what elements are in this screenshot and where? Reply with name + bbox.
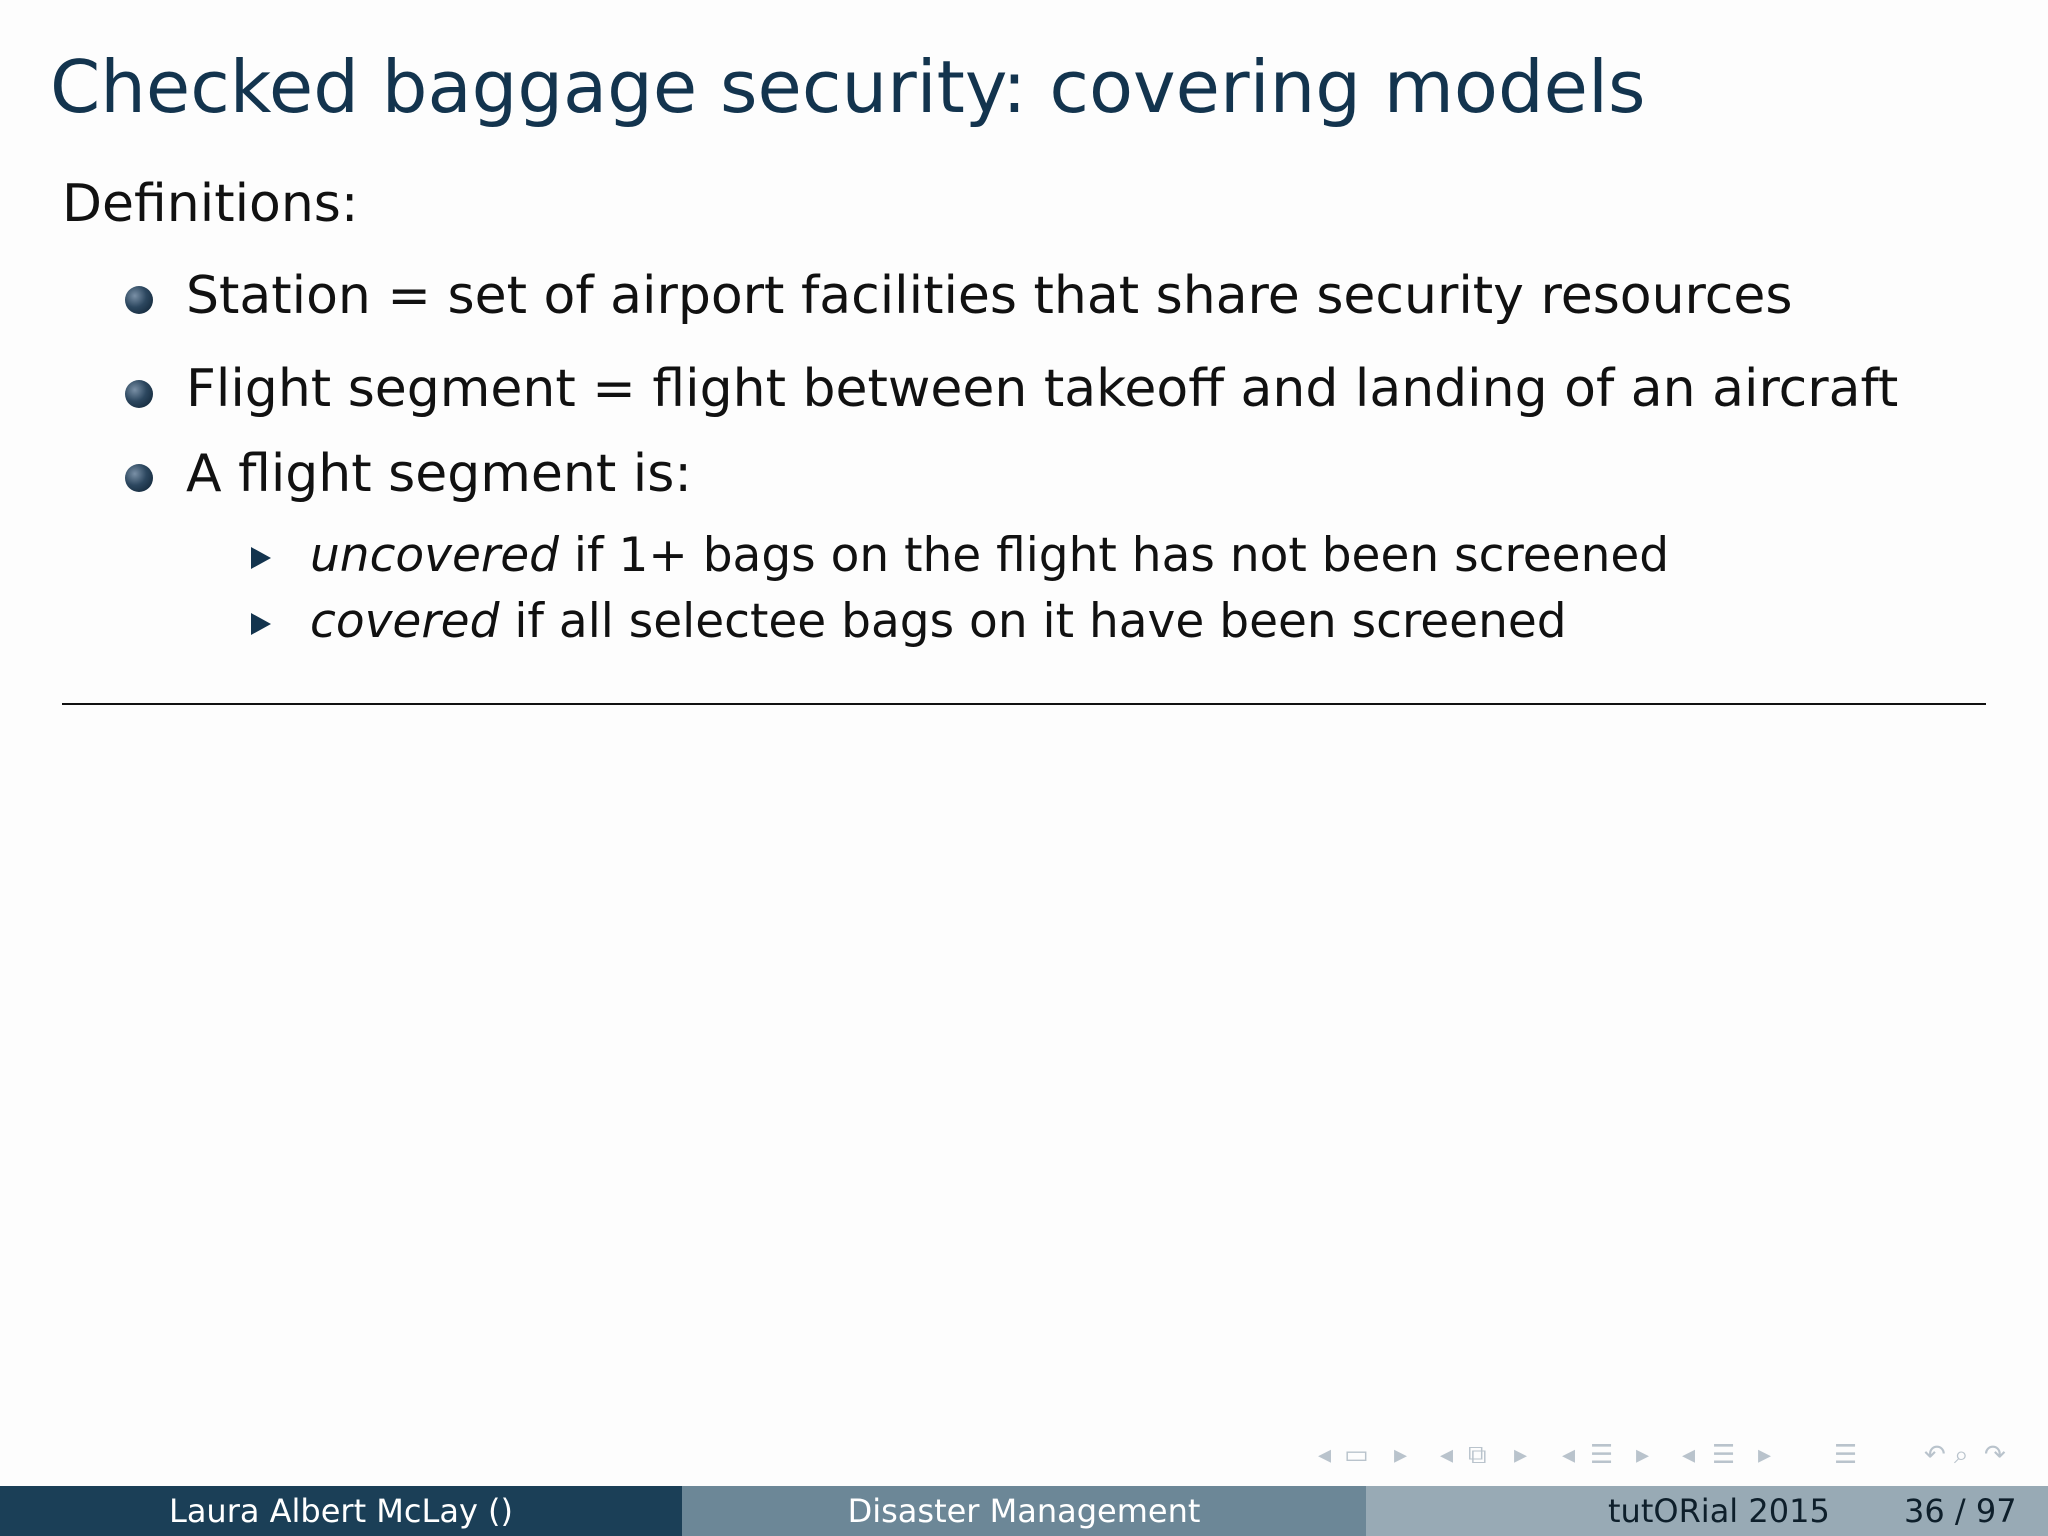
definitions-label: Definitions: [62, 174, 359, 234]
beamer-navigation-bar [1318, 1440, 2018, 1472]
footer-author: Laura Albert McLay () [0, 1486, 682, 1536]
bullet-flight-segment: Flight segment = flight between takeoff and landing of an aircraft [186, 359, 1899, 419]
back-icon[interactable]: ↶ [1924, 1440, 1946, 1470]
slide-title: Checked baggage security: covering models [50, 45, 1646, 129]
uncovered-definition: if 1+ bags on the flight has not been screened [558, 528, 1670, 583]
footer-right [1366, 1486, 2048, 1536]
bullet-flight-segment-is: A flight segment is: [186, 444, 692, 504]
toc-icon[interactable]: ☰ [1834, 1440, 1858, 1470]
prev-doc-icon[interactable]: ◂ [1682, 1440, 1696, 1470]
prev-frame-icon[interactable]: ◂ [1440, 1440, 1454, 1470]
term-covered: covered [310, 594, 500, 649]
next-section-icon[interactable]: ▸ [1636, 1440, 1650, 1470]
triangle-bullet-icon [251, 547, 271, 569]
next-doc-icon[interactable]: ▸ [1758, 1440, 1772, 1470]
prev-section-icon[interactable]: ◂ [1562, 1440, 1576, 1470]
horizontal-rule [62, 703, 1986, 705]
next-frame-icon[interactable]: ▸ [1514, 1440, 1528, 1470]
footer-title: Disaster Management [682, 1486, 1366, 1536]
forward-icon[interactable]: ↷ [1984, 1440, 2006, 1470]
bullet-station: Station = set of airport facilities that share security resources [186, 266, 1793, 326]
frame-icon[interactable]: ▭ [1344, 1440, 1369, 1470]
prev-slide-icon[interactable]: ◂ [1318, 1440, 1332, 1470]
section-icon[interactable]: ☰ [1590, 1440, 1614, 1470]
footer-conference: tutORial 2015 [1608, 1492, 1830, 1530]
triangle-bullet-icon [251, 613, 271, 635]
doc-icon[interactable]: ☰ [1712, 1440, 1736, 1470]
subsection-icon[interactable]: ⧉ [1468, 1440, 1487, 1470]
bullet-icon [125, 464, 153, 492]
bullet-icon [125, 380, 153, 408]
search-icon[interactable]: ⌕ [1954, 1440, 1969, 1470]
footer-page-number: 36 / 97 [1904, 1492, 2017, 1530]
bullet-icon [125, 286, 153, 314]
covered-definition: if all selectee bags on it have been screened [499, 594, 1567, 649]
slide-footer [0, 1486, 2048, 1536]
next-slide-icon[interactable]: ▸ [1394, 1440, 1408, 1470]
sub-bullet-uncovered [310, 530, 1669, 582]
term-uncovered: uncovered [310, 528, 559, 583]
sub-bullet-covered [310, 596, 1567, 648]
